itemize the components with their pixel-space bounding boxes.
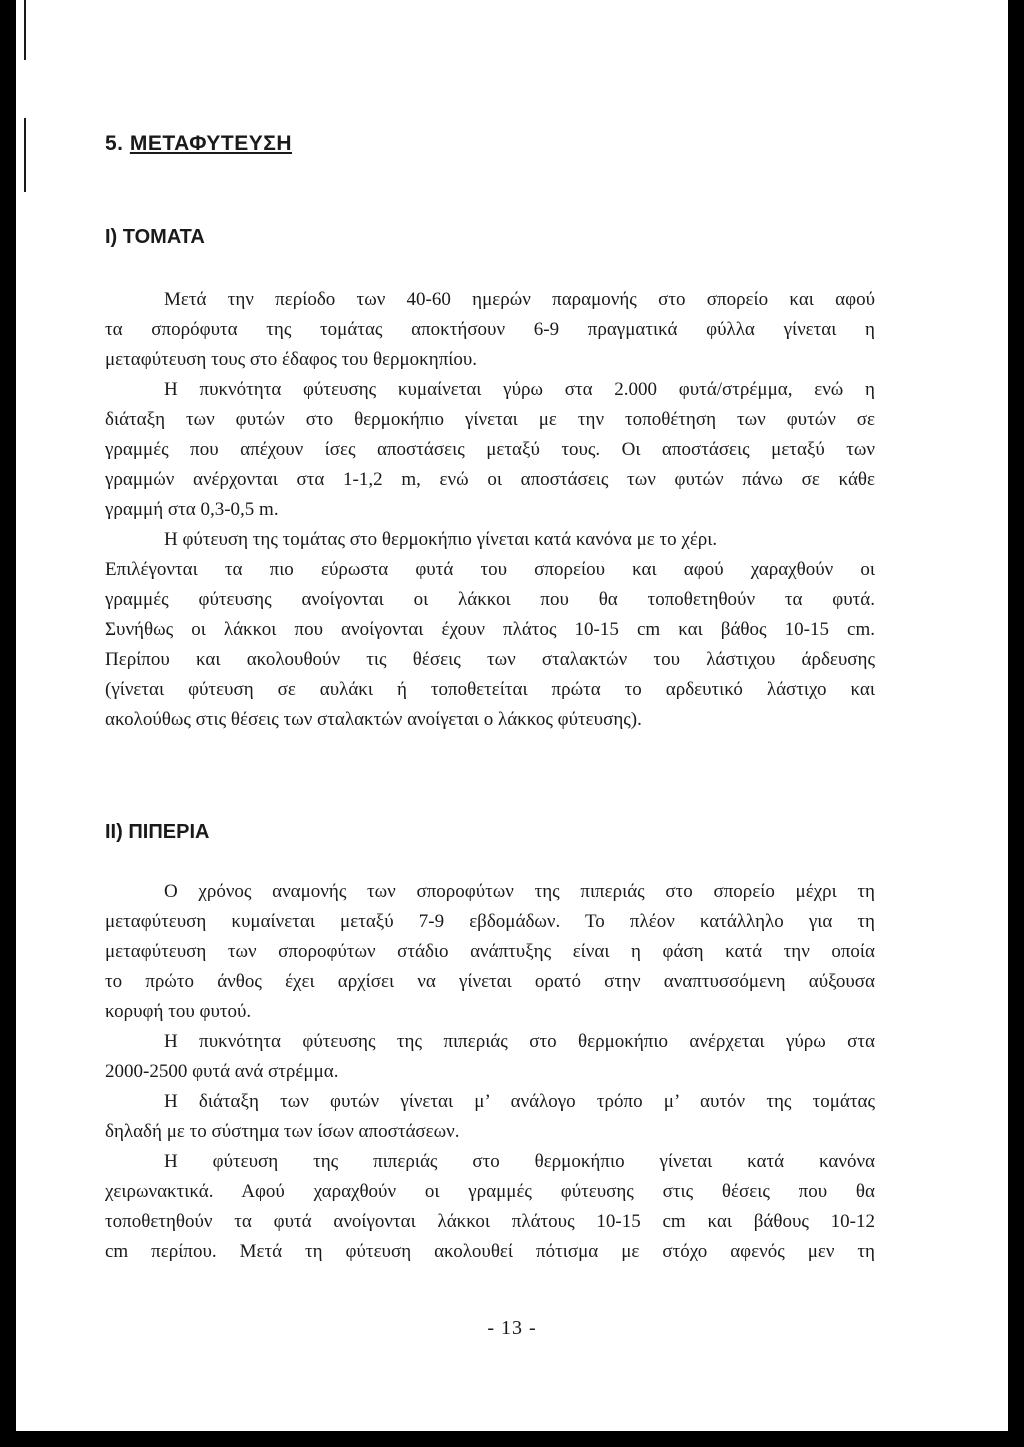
section-title: ΜΕΤΑΦΥΤΕΥΣΗ bbox=[129, 132, 292, 155]
text-line: cm περίπου. Μετά τη φύτευση ακολουθεί πότισμα με στόχο αφενός μεν τη bbox=[105, 1241, 875, 1262]
text-line: Συνήθως οι λάκκοι που ανοίγονται έχουν πλάτος 10-15 cm και βάθος 10-15 cm. bbox=[105, 619, 875, 640]
section-heading bbox=[105, 132, 292, 156]
text-line: μεταφύτευση κυμαίνεται μεταξύ 7-9 εβδομάδων. Το πλέον κατάλληλο για τη bbox=[105, 911, 875, 932]
text-line: Η φύτευση της πιπεριάς στο θερμοκήπιο γίνεται κατά κανόνα bbox=[164, 1151, 875, 1172]
text-line: τα σπορόφυτα της τομάτας αποκτήσουν 6-9 πραγματικά φύλλα γίνεται η bbox=[105, 319, 875, 340]
page-number: - 13 - bbox=[487, 1317, 537, 1339]
tomato-heading: I) ΤΟΜΑΤΑ bbox=[105, 226, 205, 248]
text-line: χειρωνακτικά. Αφού χαραχθούν οι γραμμές φύτευσης στις θέσεις που θα bbox=[105, 1181, 875, 1202]
text-line: το πρώτο άνθος έχει αρχίσει να γίνεται ορατό στην αναπτυσσόμενη αύξουσα bbox=[105, 971, 875, 992]
text-line: γραμμών ανέρχονται στα 1-1,2 m, ενώ οι αποστάσεις των φυτών πάνω σε κάθε bbox=[105, 469, 875, 490]
pepper-body bbox=[105, 877, 875, 1267]
text-line: μεταφύτευση των σποροφύτων στάδιο ανάπτυξης είναι η φάση κατά την οποία bbox=[105, 941, 875, 962]
text-line: Μετά την περίοδο των 40-60 ημερών παραμονής στο σπορείο και αφού bbox=[164, 289, 875, 310]
margin-rule bbox=[24, 118, 26, 192]
text-line: γραμμές που απέχουν ίσες αποστάσεις μεταξύ τους. Οι αποστάσεις μεταξύ των bbox=[105, 439, 875, 460]
document-page bbox=[16, 0, 1008, 1431]
section-number: 5. bbox=[105, 132, 124, 155]
text-line: μεταφύτευση τους στο έδαφος του θερμοκηπίου. bbox=[105, 349, 478, 370]
text-line: ακολούθως στις θέσεις των σταλακτών ανοίγεται ο λάκκος φύτευσης). bbox=[105, 709, 642, 730]
text-line: 2000-2500 φυτά ανά στρέμμα. bbox=[105, 1061, 339, 1082]
text-line: κορυφή του φυτού. bbox=[105, 1001, 252, 1022]
text-line: Η διάταξη των φυτών γίνεται μ’ ανάλογο τρόπο μ’ αυτόν της τομάτας bbox=[164, 1091, 875, 1112]
text-line: τοποθετηθούν τα φυτά ανοίγονται λάκκοι πλάτους 10-15 cm και βάθους 10-12 bbox=[105, 1211, 875, 1232]
text-line: Περίπου και ακολουθούν τις θέσεις των σταλακτών του λάστιχου άρδευσης bbox=[105, 649, 875, 670]
text-line: Η πυκνότητα φύτευσης της πιπεριάς στο θερμοκήπιο ανέρχεται γύρω στα bbox=[164, 1031, 875, 1052]
margin-rule bbox=[24, 0, 26, 60]
tomato-body bbox=[105, 285, 875, 735]
text-line: γραμμή στα 0,3-0,5 m. bbox=[105, 499, 279, 520]
text-line: Επιλέγονται τα πιο εύρωστα φυτά του σπορείου και αφού χαραχθούν οι bbox=[105, 559, 875, 580]
text-line: διάταξη των φυτών στο θερμοκήπιο γίνεται με την τοποθέτηση των φυτών σε bbox=[105, 409, 875, 430]
text-line: Η φύτευση της τομάτας στο θερμοκήπιο γίνεται κατά κανόνα με το χέρι. bbox=[164, 529, 718, 550]
text-line: γραμμές φύτευσης ανοίγονται οι λάκκοι που θα τοποθετηθούν τα φυτά. bbox=[105, 589, 875, 610]
pepper-heading: II) ΠΙΠΕΡΙΑ bbox=[105, 821, 210, 843]
text-line: δηλαδή με το σύστημα των ίσων αποστάσεων. bbox=[105, 1121, 460, 1142]
text-line: (γίνεται φύτευση σε αυλάκι ή τοποθετείται πρώτα το αρδευτικό λάστιχο και bbox=[105, 679, 875, 700]
text-line: Ο χρόνος αναμονής των σποροφύτων της πιπεριάς στο σπορείο μέχρι τη bbox=[164, 881, 875, 902]
text-line: Η πυκνότητα φύτευσης κυμαίνεται γύρω στα 2.000 φυτά/στρέμμα, ενώ η bbox=[164, 379, 875, 400]
